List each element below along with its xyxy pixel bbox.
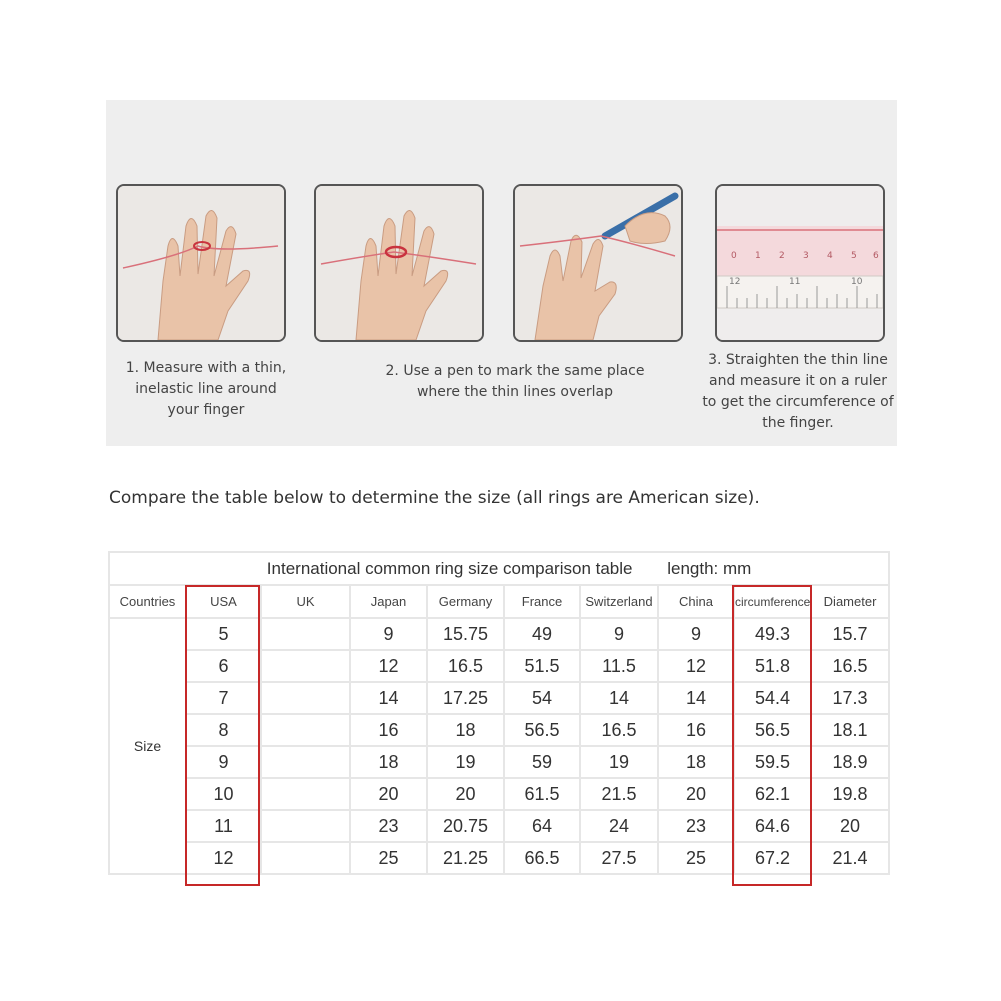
ruler-top-number: 6 — [873, 251, 879, 261]
france-cell: 54 — [504, 682, 580, 714]
japan-cell: 9 — [350, 618, 427, 650]
france-cell: 64 — [504, 810, 580, 842]
switzerland-cell: 11.5 — [580, 650, 658, 682]
ruler-icon — [717, 186, 883, 340]
france-cell: 59 — [504, 746, 580, 778]
header-cell: circumference — [734, 585, 811, 618]
china-cell: 20 — [658, 778, 734, 810]
diameter-cell: 19.8 — [811, 778, 889, 810]
ruler-top-number: 5 — [851, 251, 857, 261]
usa-cell: 8 — [186, 714, 261, 746]
ring-size-table-wrap — [108, 551, 888, 885]
uk-cell — [261, 618, 350, 650]
header-cell: Germany — [427, 585, 504, 618]
germany-cell: 16.5 — [427, 650, 504, 682]
diameter-cell: 18.1 — [811, 714, 889, 746]
circumference-cell: 54.4 — [734, 682, 811, 714]
uk-cell — [261, 650, 350, 682]
france-cell: 51.5 — [504, 650, 580, 682]
pen-mark-icon — [515, 186, 681, 340]
step-3-caption: 3. Straighten the thin line and measure it on a ruler to get the circumference of the finger. — [702, 352, 894, 431]
header-cell: USA — [186, 585, 261, 618]
usa-cell: 12 — [186, 842, 261, 874]
diameter-cell: 15.7 — [811, 618, 889, 650]
diameter-cell: 16.5 — [811, 650, 889, 682]
usa-cell: 9 — [186, 746, 261, 778]
uk-cell — [261, 810, 350, 842]
switzerland-cell: 14 — [580, 682, 658, 714]
table-row — [109, 618, 889, 650]
japan-cell: 25 — [350, 842, 427, 874]
instructions-panel — [106, 100, 897, 446]
table-row — [109, 682, 889, 714]
table-row — [109, 778, 889, 810]
table-row — [109, 714, 889, 746]
uk-cell — [261, 682, 350, 714]
ruler-top-number: 1 — [755, 251, 761, 261]
circumference-cell: 67.2 — [734, 842, 811, 874]
table-row — [109, 650, 889, 682]
table-title: International common ring size comparison table — [266, 558, 633, 578]
germany-cell: 20 — [427, 778, 504, 810]
japan-cell: 23 — [350, 810, 427, 842]
table-row — [109, 810, 889, 842]
hand-measure-icon — [118, 186, 284, 340]
china-cell: 14 — [658, 682, 734, 714]
header-cell: Switzerland — [580, 585, 658, 618]
header-cell: France — [504, 585, 580, 618]
switzerland-cell: 9 — [580, 618, 658, 650]
switzerland-cell: 24 — [580, 810, 658, 842]
table-unit: length: mm — [667, 558, 752, 578]
france-cell: 56.5 — [504, 714, 580, 746]
diameter-cell: 17.3 — [811, 682, 889, 714]
header-cell: Japan — [350, 585, 427, 618]
germany-cell: 20.75 — [427, 810, 504, 842]
usa-cell: 10 — [186, 778, 261, 810]
switzerland-cell: 27.5 — [580, 842, 658, 874]
japan-cell: 14 — [350, 682, 427, 714]
germany-cell: 19 — [427, 746, 504, 778]
usa-cell: 6 — [186, 650, 261, 682]
hand-overlap-icon — [316, 186, 482, 340]
table-row — [109, 842, 889, 874]
japan-cell: 18 — [350, 746, 427, 778]
france-cell: 61.5 — [504, 778, 580, 810]
diameter-cell: 21.4 — [811, 842, 889, 874]
china-cell: 23 — [658, 810, 734, 842]
step-1-caption: 1. Measure with a thin, inelastic line around your finger — [125, 360, 287, 418]
ruler-photo — [715, 184, 885, 342]
germany-cell: 18 — [427, 714, 504, 746]
header-cell: UK — [261, 585, 350, 618]
usa-cell: 7 — [186, 682, 261, 714]
ring-size-table — [108, 551, 890, 875]
circumference-cell: 49.3 — [734, 618, 811, 650]
diameter-cell: 18.9 — [811, 746, 889, 778]
table-row — [109, 746, 889, 778]
header-cell: China — [658, 585, 734, 618]
ruler-bottom-number: 12 — [729, 277, 741, 287]
switzerland-cell: 21.5 — [580, 778, 658, 810]
ruler-bottom-number: 11 — [789, 277, 801, 287]
ruler-bottom-number: 10 — [851, 277, 863, 287]
step-2-caption: 2. Use a pen to mark the same place where the thin lines overlap — [385, 363, 645, 400]
france-cell: 66.5 — [504, 842, 580, 874]
table-title-cell — [109, 552, 889, 585]
step-2-photo — [314, 184, 484, 342]
uk-cell — [261, 746, 350, 778]
circumference-cell: 56.5 — [734, 714, 811, 746]
header-cell: Diameter — [811, 585, 889, 618]
step-1-photo — [116, 184, 286, 342]
usa-cell: 5 — [186, 618, 261, 650]
china-cell: 18 — [658, 746, 734, 778]
germany-cell: 21.25 — [427, 842, 504, 874]
table-header-row — [109, 585, 889, 618]
circumference-cell: 62.1 — [734, 778, 811, 810]
germany-cell: 15.75 — [427, 618, 504, 650]
china-cell: 25 — [658, 842, 734, 874]
uk-cell — [261, 778, 350, 810]
diameter-cell: 20 — [811, 810, 889, 842]
china-cell: 12 — [658, 650, 734, 682]
compare-instruction: Compare the table below to determine the size (all rings are American size). — [109, 488, 760, 508]
circumference-cell: 64.6 — [734, 810, 811, 842]
uk-cell — [261, 842, 350, 874]
france-cell: 49 — [504, 618, 580, 650]
ruler-top-number: 0 — [731, 251, 737, 261]
ruler-top-number: 3 — [803, 251, 809, 261]
china-cell: 16 — [658, 714, 734, 746]
switzerland-cell: 16.5 — [580, 714, 658, 746]
ruler-top-number: 4 — [827, 251, 833, 261]
uk-cell — [261, 714, 350, 746]
circumference-cell: 51.8 — [734, 650, 811, 682]
germany-cell: 17.25 — [427, 682, 504, 714]
size-row-label: Size — [109, 618, 186, 874]
japan-cell: 12 — [350, 650, 427, 682]
ruler-top-number: 2 — [779, 251, 785, 261]
step-3-photo — [513, 184, 683, 342]
china-cell: 9 — [658, 618, 734, 650]
japan-cell: 20 — [350, 778, 427, 810]
header-cell: Countries — [109, 585, 186, 618]
usa-cell: 11 — [186, 810, 261, 842]
japan-cell: 16 — [350, 714, 427, 746]
circumference-cell: 59.5 — [734, 746, 811, 778]
switzerland-cell: 19 — [580, 746, 658, 778]
